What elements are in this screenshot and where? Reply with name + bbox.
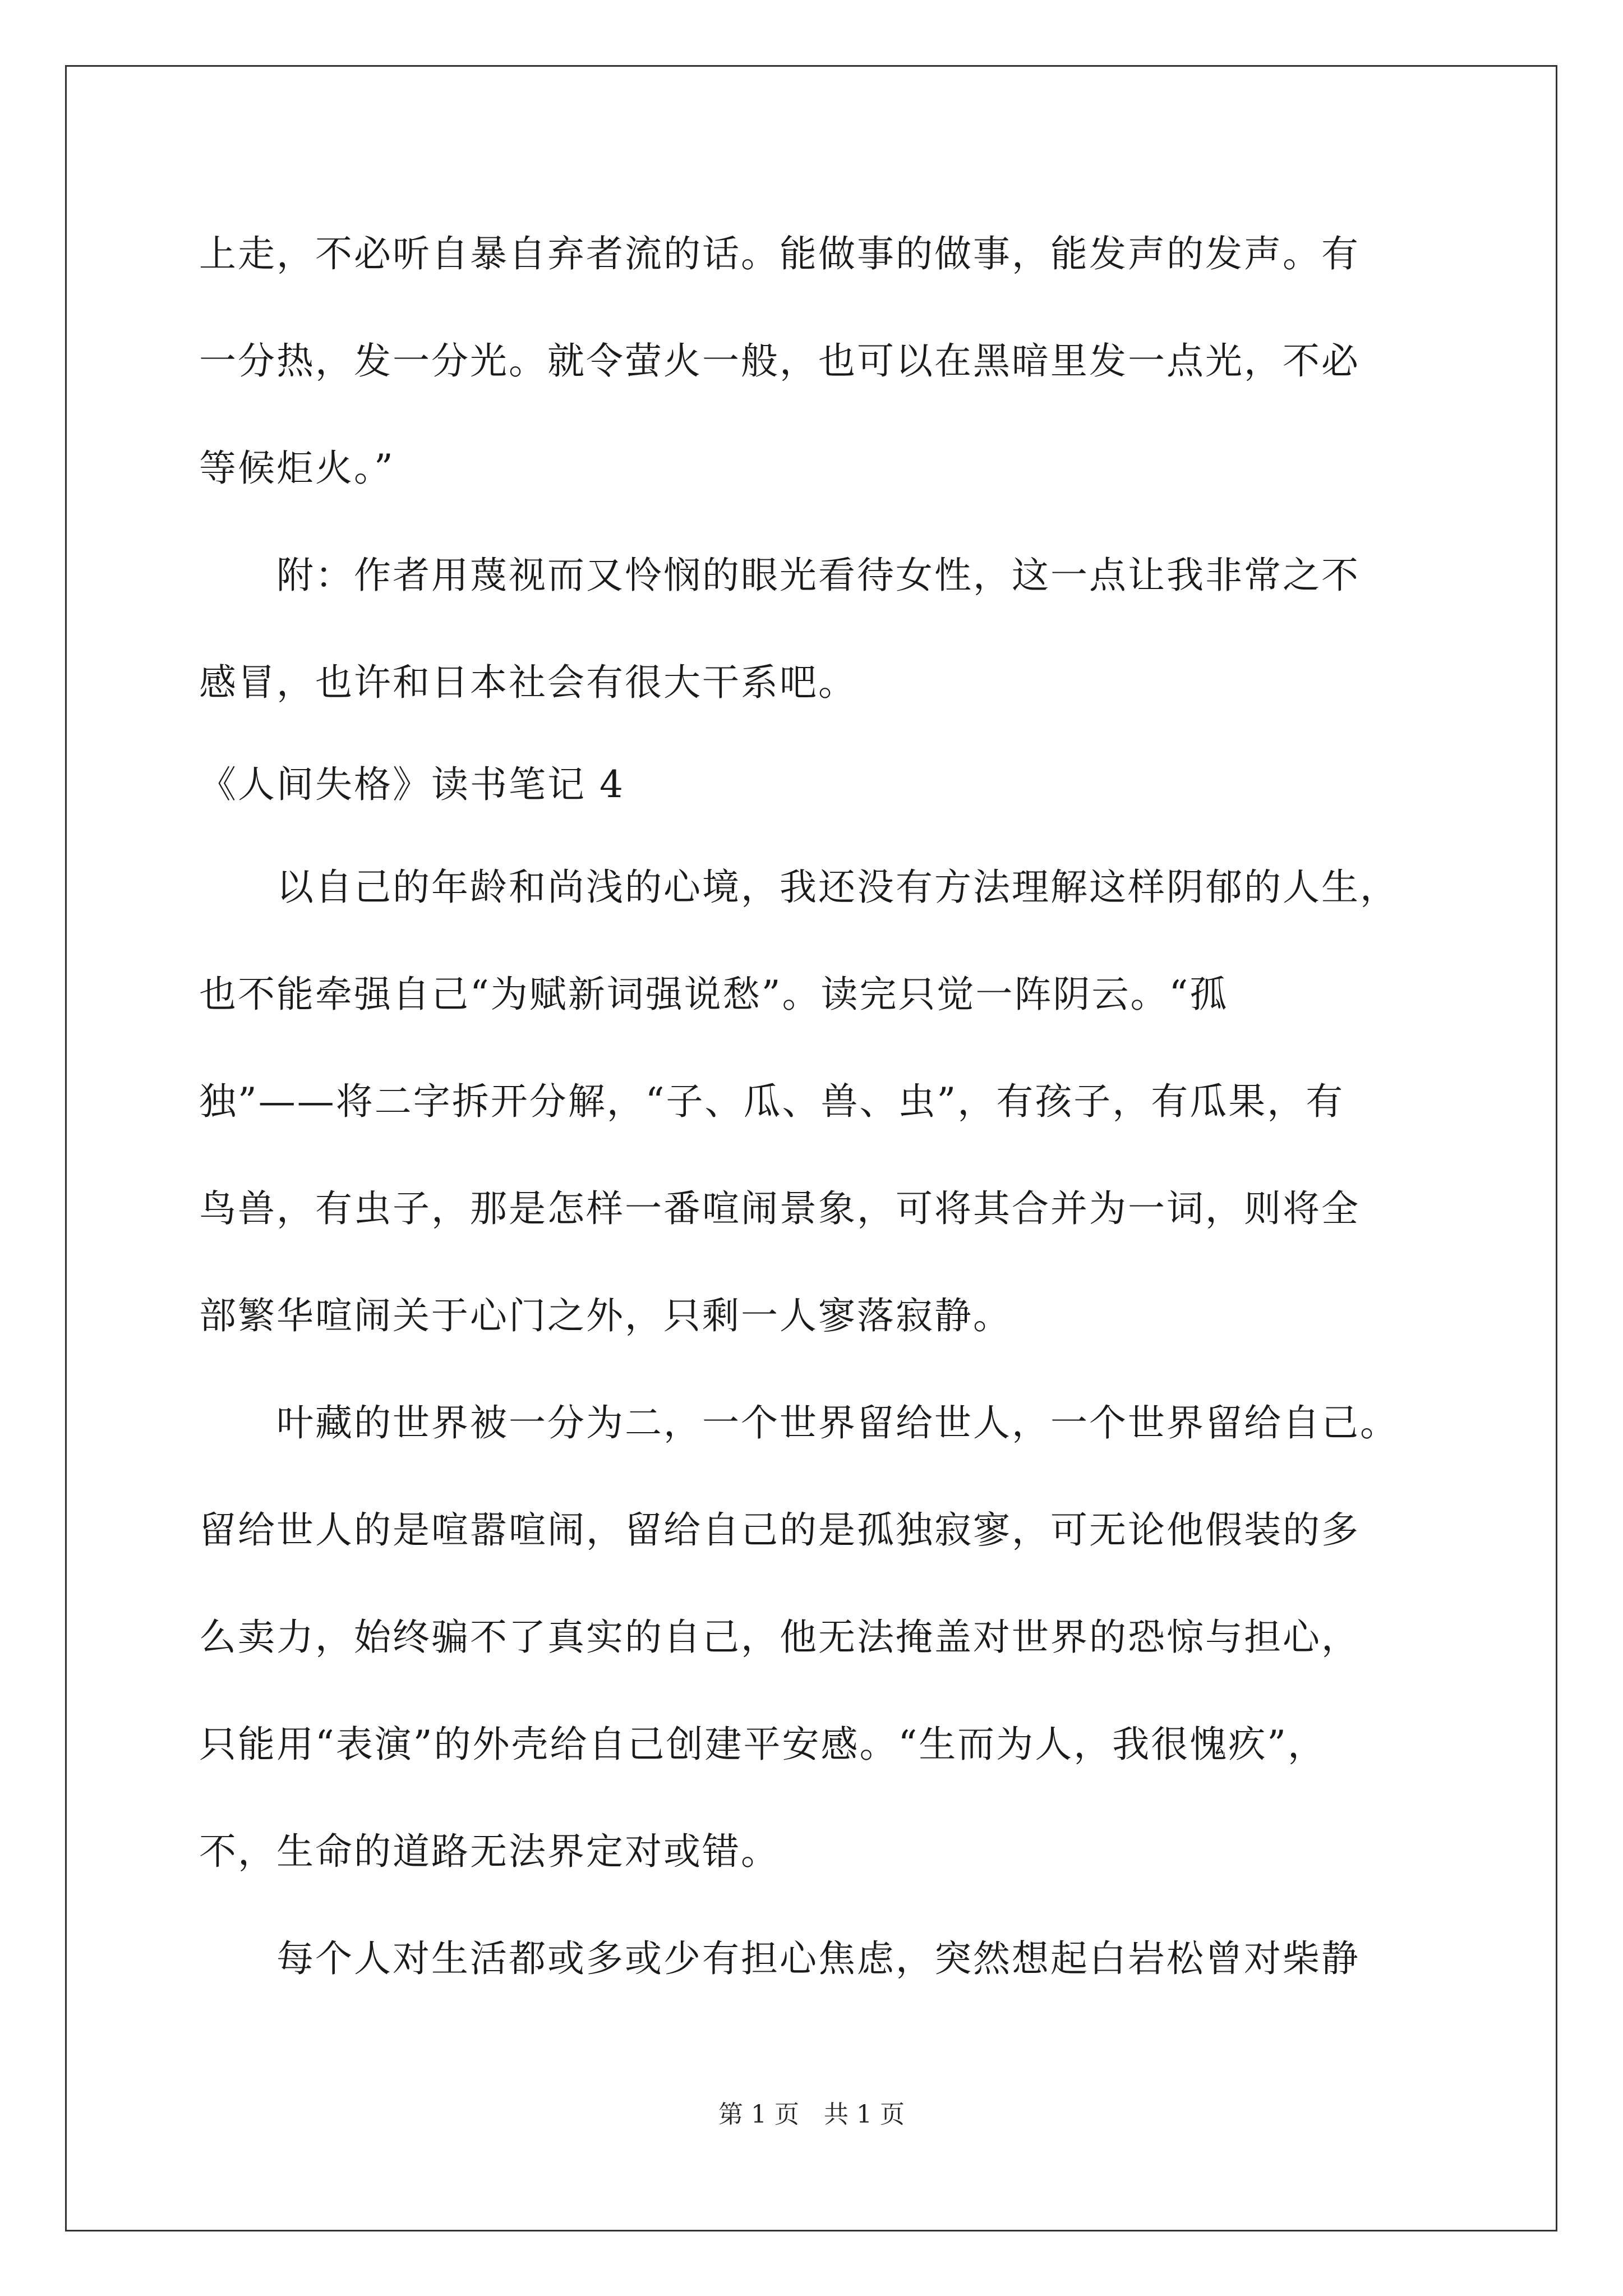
- text-line: 部繁华喧闹关于心门之外，只剩一人寥落寂静。: [199, 1294, 1012, 1337]
- text-line: 么卖力，始终骗不了真实的自己，他无法掩盖对世界的恐惊与担心，: [199, 1616, 1360, 1659]
- section-heading: 《人间失格》读书笔记 4: [199, 763, 625, 806]
- text-line: 一分热，发一分光。就令萤火一般，也可以在黑暗里发一点光，不必: [199, 339, 1360, 383]
- text-line: 叶藏的世界被一分为二，一个世界留给世人，一个世界留给自己。: [199, 1401, 1399, 1444]
- page-footer: 第 1 页 共 1 页: [718, 2100, 905, 2129]
- text-line: 感冒，也许和日本社会有很大干系吧。: [199, 661, 857, 704]
- text-line: 独”——将二字拆开分解，“子、瓜、兽、虫”，有孩子，有瓜果，有: [199, 1080, 1345, 1123]
- text-line: 以自己的年龄和尚浅的心境，我还没有方法理解这样阴郁的人生，: [199, 866, 1399, 909]
- text-line: 每个人对生活都或多或少有担心焦虑，突然想起白岩松曾对柴静: [199, 1937, 1360, 1980]
- page-border: [65, 65, 1557, 2231]
- text-line: 附：作者用蔑视而又怜悯的眼光看待女性，这一点让我非常之不: [199, 554, 1360, 597]
- text-line: 只能用“表演”的外壳给自己创建平安感。“生而为人，我很愧疚”，: [199, 1723, 1326, 1766]
- text-line: 也不能牵强自己“为赋新词强说愁”。读完只觉一阵阴云。“孤: [199, 973, 1229, 1016]
- text-line: 不，生命的道路无法界定对或错。: [199, 1830, 780, 1873]
- text-line: 上走，不必听自暴自弃者流的话。能做事的做事，能发声的发声。有: [199, 232, 1360, 275]
- text-line: 留给世人的是喧嚣喧闹，留给自己的是孤独寂寥，可无论他假装的多: [199, 1508, 1360, 1552]
- text-line: 等候炬火。”: [199, 447, 395, 490]
- text-line: 鸟兽，有虫子，那是怎样一番喧闹景象，可将其合并为一词，则将全: [199, 1187, 1360, 1230]
